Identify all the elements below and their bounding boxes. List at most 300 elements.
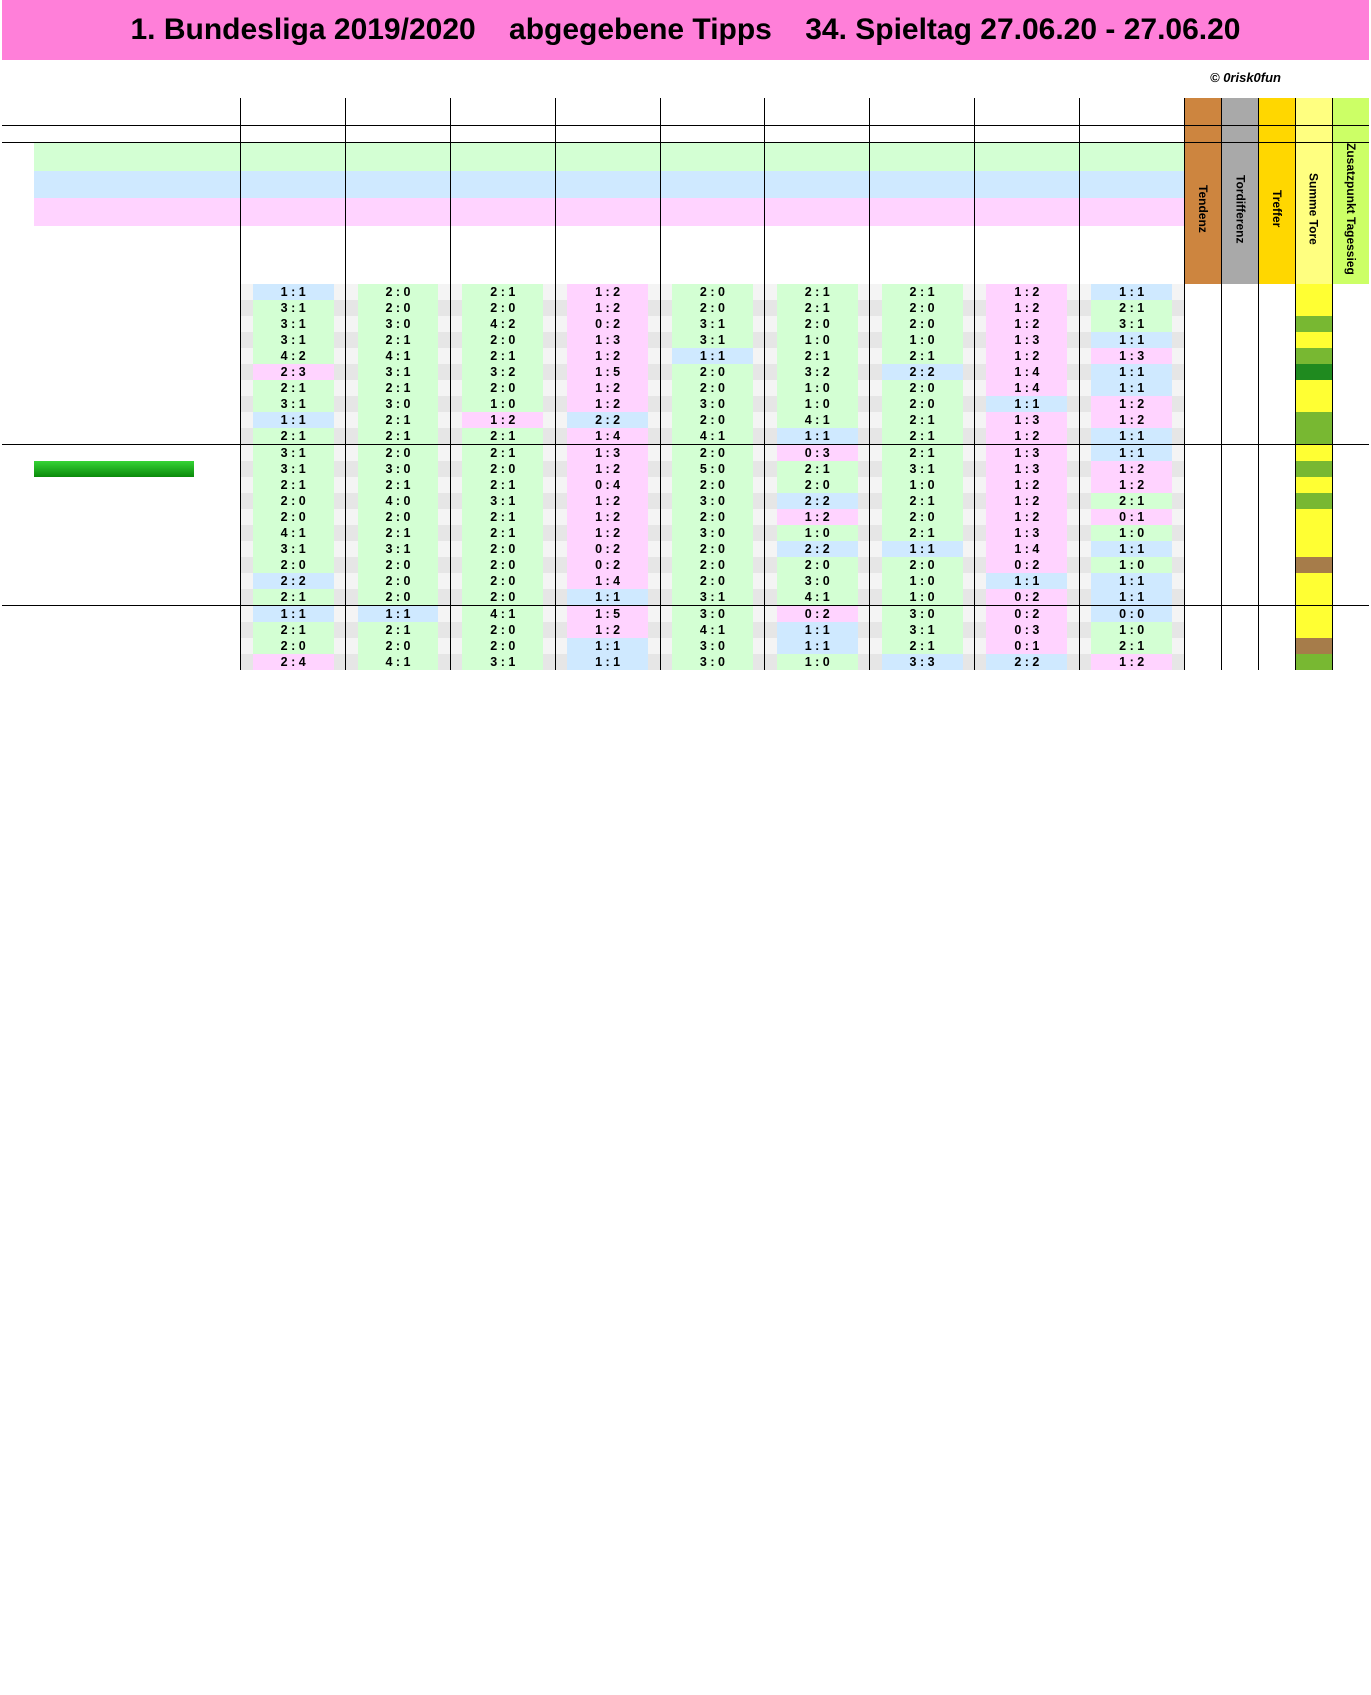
tip-cell [660,396,765,412]
tip-value: 2 : 0 [672,300,753,316]
stat-auswaertssieg-value [870,198,975,226]
stat-heimsieg-value [450,143,555,171]
tipper-name [34,412,194,428]
tip-value: 1 : 1 [777,622,858,638]
tip-value: 3 : 0 [777,573,858,589]
tip-value: 3 : 1 [253,461,334,477]
tip-value: 2 : 0 [358,638,439,654]
tip-value: 3 : 0 [672,654,753,670]
tip-value: 1 : 2 [567,461,648,477]
ts-cell [1332,380,1369,396]
tip-cell [870,348,975,364]
tip-cell [346,605,451,622]
tipper-name [34,461,194,477]
stat-unentschieden-label [34,171,240,199]
tip-cell [974,622,1079,638]
tip-cell [241,300,346,316]
tip-cell [1079,509,1184,525]
to-cell [1222,654,1259,670]
tip-cell [1079,557,1184,573]
tip-cell [241,557,346,573]
tip-cell [974,396,1079,412]
tip-value: 0 : 2 [986,557,1067,573]
ts-cell [1332,525,1369,541]
score-col-value [1184,126,1222,143]
tip-value: 3 : 1 [253,316,334,332]
tip-cell [974,557,1079,573]
tip-value: 2 : 0 [882,380,963,396]
tipper-nr [2,396,34,412]
stat-heimsieg-label [34,143,240,171]
tip-cell [1079,493,1184,509]
tip-cell [1079,428,1184,445]
te-cell [1184,493,1222,509]
tip-cell [660,461,765,477]
punkte-blank [974,226,1079,284]
match-pair [765,98,870,126]
summe-tore [1295,654,1332,670]
tip-value: 1 : 0 [777,380,858,396]
tip-value: 1 : 2 [462,412,543,428]
tip-value: 2 : 0 [672,477,753,493]
tip-cell [765,364,870,380]
tw-cell [194,364,240,380]
tip-value: 2 : 0 [253,638,334,654]
tip-value: 2 : 4 [253,654,334,670]
tip-value: 1 : 0 [462,396,543,412]
tip-cell [555,605,660,622]
tip-cell [241,380,346,396]
summe-tore [1295,300,1332,316]
tr-cell [1259,477,1296,493]
tip-value: 3 : 1 [672,316,753,332]
tip-cell [241,573,346,589]
tip-value: 2 : 1 [1091,638,1172,654]
stat-heimsieg-value [555,143,660,171]
summe-tore [1295,444,1332,461]
tw-cell [194,300,240,316]
tipper-nr [2,348,34,364]
tip-cell [660,380,765,396]
tip-value: 3 : 1 [462,654,543,670]
tip-cell [346,638,451,654]
summe-tore [1295,477,1332,493]
punkte-nr-blank [2,226,34,284]
tw-cell [194,412,240,428]
tip-value: 3 : 1 [672,332,753,348]
tip-value: 0 : 3 [986,622,1067,638]
tw-cell [194,557,240,573]
score-col-label [1222,143,1259,284]
tw-cell [194,525,240,541]
tip-value: 2 : 0 [462,300,543,316]
tip-cell [870,412,975,428]
tip-value: 2 : 1 [462,509,543,525]
tip-cell [765,493,870,509]
tip-cell [660,589,765,606]
table-row [2,525,1369,541]
tip-cell [974,541,1079,557]
score-col-code [1332,98,1369,126]
tip-value: 1 : 2 [986,477,1067,493]
punkte-blank [870,226,975,284]
tip-value: 3 : 1 [253,445,334,461]
stat-auswaertssieg-label [34,198,240,226]
score-col-label [1295,143,1332,284]
tip-cell [765,444,870,461]
tip-cell [974,348,1079,364]
tip-value: 4 : 1 [358,348,439,364]
tip-cell [346,380,451,396]
tip-value: 2 : 1 [462,428,543,444]
ts-cell [1332,428,1369,445]
tip-value: 2 : 3 [253,364,334,380]
tip-cell [870,525,975,541]
tip-value: 3 : 0 [358,461,439,477]
table-row [2,541,1369,557]
tip-cell [765,622,870,638]
tip-value: 2 : 0 [672,541,753,557]
tip-value: 2 : 0 [462,557,543,573]
tip-cell [450,509,555,525]
score-col-code [1259,98,1296,126]
summe-tore [1295,316,1332,332]
tip-value: 1 : 0 [777,332,858,348]
tip-cell [1079,364,1184,380]
tip-cell [450,493,555,509]
tip-cell [974,477,1079,493]
match-pair [346,98,451,126]
tip-value: 3 : 1 [462,493,543,509]
summe-tore [1295,412,1332,428]
table-row [2,396,1369,412]
tip-cell [241,622,346,638]
tr-cell [1259,444,1296,461]
tip-value: 1 : 3 [567,445,648,461]
tipper-name [34,557,194,573]
tip-cell [450,364,555,380]
tip-value: 1 : 4 [986,541,1067,557]
tip-cell [660,541,765,557]
to-cell [1222,428,1259,445]
tip-cell [765,396,870,412]
tip-cell [1079,573,1184,589]
match-pair [1079,98,1184,126]
tip-value: 3 : 0 [672,606,753,622]
tip-value: 2 : 0 [672,557,753,573]
tip-value: 1 : 0 [1091,557,1172,573]
stat-unentschieden-value [346,171,451,199]
tip-value: 1 : 1 [882,541,963,557]
ts-cell [1332,316,1369,332]
stat-unentschieden-value [241,171,346,199]
tip-cell [1079,525,1184,541]
tip-value: 1 : 2 [986,493,1067,509]
tip-cell [1079,284,1184,300]
tip-value: 1 : 1 [253,412,334,428]
te-cell [1184,461,1222,477]
tip-cell [555,412,660,428]
tip-value: 2 : 0 [358,300,439,316]
tr-cell [1259,380,1296,396]
tip-cell [660,493,765,509]
stat-auswaertssieg-value [450,198,555,226]
ts-cell [1332,557,1369,573]
summe-tore [1295,396,1332,412]
tip-value: 3 : 1 [882,461,963,477]
tip-cell [870,605,975,622]
tip-value: 1 : 2 [567,525,648,541]
tip-value: 2 : 1 [358,477,439,493]
tip-value: 0 : 1 [1091,509,1172,525]
tip-cell [660,525,765,541]
tr-cell [1259,525,1296,541]
tip-cell [765,300,870,316]
tip-cell [1079,316,1184,332]
tip-value: 2 : 0 [462,380,543,396]
to-cell [1222,380,1259,396]
tip-value: 1 : 1 [1091,284,1172,300]
tip-cell [450,541,555,557]
tip-cell [660,557,765,573]
tip-value: 2 : 0 [358,445,439,461]
tip-cell [346,461,451,477]
stat-auswaertssieg-value [241,198,346,226]
tip-value: 1 : 4 [986,364,1067,380]
tip-cell [765,654,870,670]
tip-cell [450,654,555,670]
tip-cell [765,557,870,573]
table-row [2,428,1369,445]
tip-cell [450,300,555,316]
tip-value: 2 : 0 [358,284,439,300]
tr-cell [1259,396,1296,412]
tipper-nr [2,300,34,316]
tip-cell [765,541,870,557]
tip-value: 1 : 1 [986,573,1067,589]
tip-cell [555,428,660,445]
tip-value: 2 : 0 [672,445,753,461]
tip-cell [1079,605,1184,622]
ts-cell [1332,638,1369,654]
page-title: 1. Bundesliga 2019/2020 abgegebene Tipps 34. Spieltag 27.06.20 - 27.06.20 [2,0,1369,60]
tw-cell [194,654,240,670]
to-cell [1222,412,1259,428]
tip-cell [241,428,346,445]
tip-value: 1 : 1 [253,606,334,622]
score-col-code [1222,98,1259,126]
tip-cell [450,380,555,396]
tip-value: 1 : 1 [1091,589,1172,605]
tip-value: 3 : 1 [358,364,439,380]
tip-value: 0 : 2 [777,606,858,622]
punkte-blank [346,226,451,284]
tipper-name [34,493,194,509]
tip-value: 1 : 5 [567,606,648,622]
score-col-label [1332,143,1369,284]
tip-cell [765,461,870,477]
table-row [2,557,1369,573]
tip-value: 2 : 1 [358,332,439,348]
tr-cell [1259,428,1296,445]
to-cell [1222,638,1259,654]
summe-tore [1295,348,1332,364]
tip-cell [346,525,451,541]
tip-cell [555,654,660,670]
tip-cell [450,332,555,348]
table-row [2,477,1369,493]
tip-cell [346,557,451,573]
tipper-nr [2,622,34,638]
tip-value: 0 : 2 [986,589,1067,605]
summe-tore [1295,380,1332,396]
tip-cell [660,316,765,332]
tipper-name [34,332,194,348]
tip-value: 2 : 2 [777,493,858,509]
tip-value: 2 : 0 [777,477,858,493]
tip-cell [241,332,346,348]
tip-cell [555,557,660,573]
tip-value: 3 : 1 [253,541,334,557]
tr-cell [1259,541,1296,557]
ts-cell [1332,444,1369,461]
ts-cell [1332,493,1369,509]
tipper-nr [2,638,34,654]
tipper-name [34,605,194,622]
tip-cell [241,364,346,380]
table-row [2,654,1369,670]
tip-cell [555,477,660,493]
tip-value: 3 : 1 [253,300,334,316]
tip-value: 1 : 0 [882,573,963,589]
tipper-name [34,348,194,364]
ts-cell [1332,348,1369,364]
to-cell [1222,332,1259,348]
match-pair [450,98,555,126]
tip-value: 2 : 1 [462,348,543,364]
tip-cell [870,541,975,557]
tipper-name [34,428,194,445]
score-col-label [1184,143,1222,284]
tip-cell [974,525,1079,541]
tip-cell [555,509,660,525]
tip-value: 3 : 0 [672,525,753,541]
te-cell [1184,477,1222,493]
tip-value: 1 : 1 [777,638,858,654]
tip-cell [870,364,975,380]
tw-cell [194,380,240,396]
tip-value: 1 : 2 [1091,412,1172,428]
tip-cell [765,412,870,428]
tip-value: 1 : 1 [253,284,334,300]
tip-value: 2 : 1 [358,380,439,396]
ts-cell [1332,509,1369,525]
tip-cell [346,300,451,316]
tr-cell [1259,573,1296,589]
to-cell [1222,284,1259,300]
tip-cell [765,605,870,622]
tipper-nr [2,477,34,493]
tip-cell [1079,589,1184,606]
tip-cell [660,509,765,525]
punkte-blank [1079,226,1184,284]
tip-value: 0 : 4 [567,477,648,493]
stat-heimsieg-value [346,143,451,171]
tipper-nr [2,428,34,445]
tipper-nr [2,573,34,589]
tip-value: 1 : 2 [986,428,1067,444]
tip-value: 1 : 3 [567,332,648,348]
tip-cell [241,509,346,525]
tip-cell [346,589,451,606]
tip-value: 2 : 0 [672,284,753,300]
te-cell [1184,348,1222,364]
tip-value: 2 : 0 [882,509,963,525]
stat-heimsieg-value [870,143,975,171]
tip-cell [660,622,765,638]
summe-tore [1295,364,1332,380]
tip-value: 2 : 1 [777,461,858,477]
table-row [2,509,1369,525]
to-cell [1222,605,1259,622]
tip-cell [974,412,1079,428]
tw-cell [194,284,240,300]
ts-cell [1332,573,1369,589]
tip-value: 2 : 0 [462,573,543,589]
summe-tore [1295,573,1332,589]
tip-cell [346,622,451,638]
tip-cell [450,638,555,654]
tip-value: 1 : 0 [1091,525,1172,541]
tip-cell [1079,654,1184,670]
tip-cell [241,477,346,493]
te-cell [1184,412,1222,428]
tipper-name [34,284,194,300]
tip-value: 1 : 2 [986,284,1067,300]
tip-cell [1079,412,1184,428]
tipper-name [34,444,194,461]
tipper-nr [2,461,34,477]
tip-cell [346,541,451,557]
score-col-label-text: Zusatzpunkt Tagessieg [1343,143,1358,275]
te-cell [1184,638,1222,654]
tip-value: 2 : 1 [358,428,439,444]
tip-value: 1 : 2 [1091,461,1172,477]
tip-cell [660,428,765,445]
tip-cell [346,428,451,445]
tip-value: 2 : 0 [462,332,543,348]
stat-heimsieg-value [974,143,1079,171]
tip-cell [346,412,451,428]
tip-value: 2 : 1 [253,477,334,493]
stat-auswaertssieg-value [765,198,870,226]
tip-cell [974,493,1079,509]
tip-cell [346,654,451,670]
tip-value: 1 : 1 [1091,380,1172,396]
tip-cell [870,509,975,525]
tip-value: 1 : 2 [777,509,858,525]
table-row [2,412,1369,428]
tip-value: 3 : 1 [358,541,439,557]
tip-value: 1 : 2 [567,284,648,300]
tip-value: 2 : 1 [358,622,439,638]
to-cell [1222,461,1259,477]
tip-value: 3 : 1 [672,589,753,605]
tip-cell [974,461,1079,477]
tip-value: 2 : 0 [672,380,753,396]
table-row [2,461,1369,477]
tip-value: 1 : 0 [882,332,963,348]
